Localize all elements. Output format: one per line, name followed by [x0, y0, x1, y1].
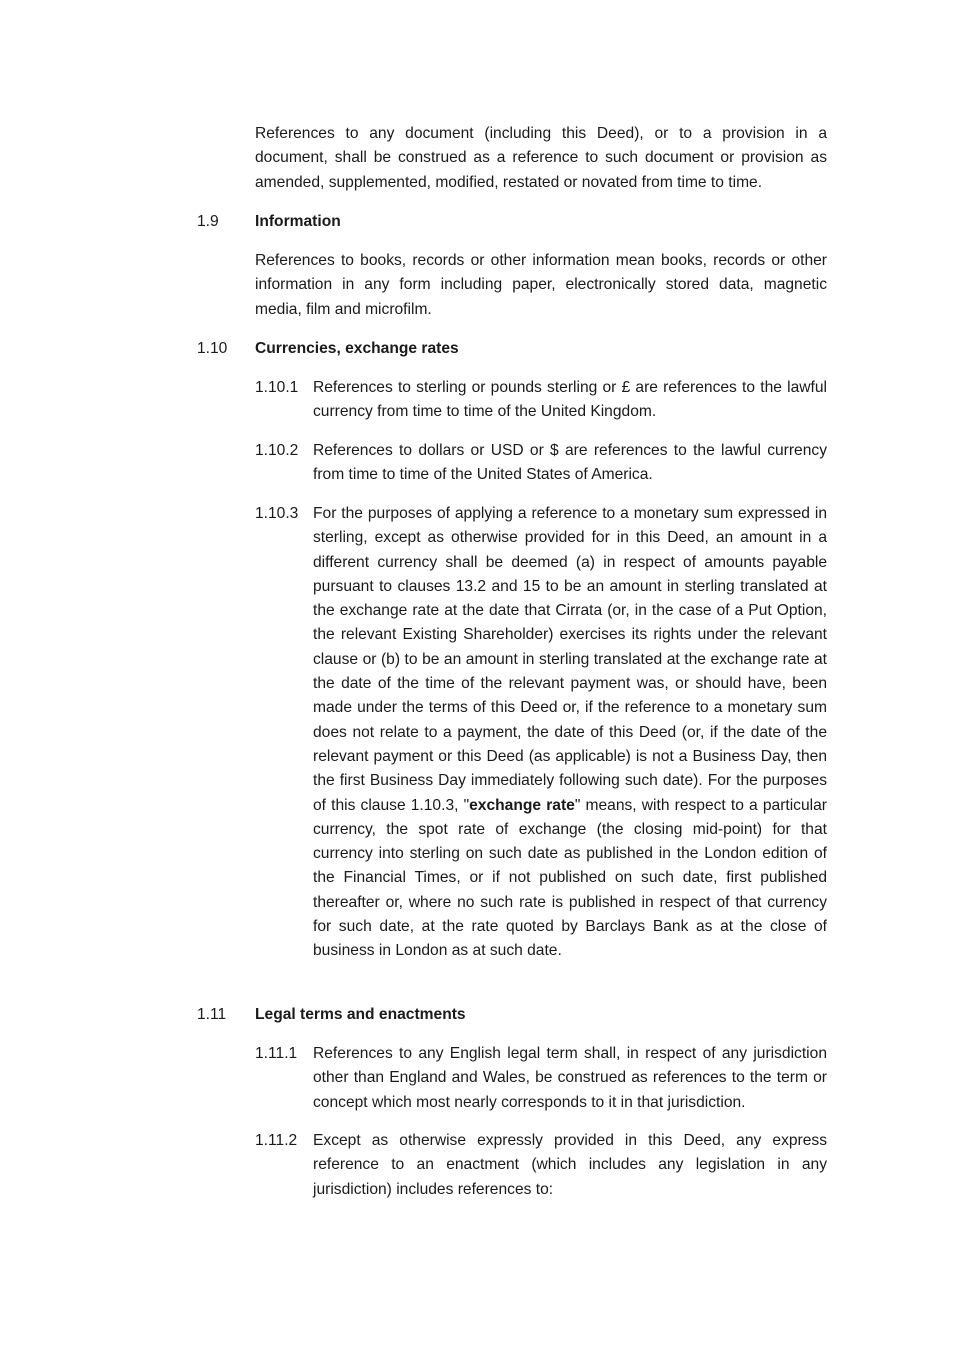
clause-number-1-10: 1.10 — [197, 340, 228, 357]
subclause-body-1-10-1: References to sterling or pounds sterling or £ are references to the lawful currency from time to time of the United Kingdom. — [313, 379, 827, 421]
subclause-body-1-10-3-part1: For the purposes of applying a reference to a monetary sum expressed in sterling, except as otherwise provided for in this Deed, an amount in a different currency shall be deemed (a) in respect of amounts payable pursuant to clauses 13.2 and 15 to be an amount in sterling translated at the exchange rate at the date that Cirrata (or, in the case of a Put Option, the relevant Existing Shareholder) exercises its rights under the relevant clause or (b) to be an amount in sterling translated at the exchange rate at the date of the time of the relevant payment was, or should have, been made under the terms of this Deed or, if the reference to a monetary sum does not relate to a payment, the date of this Deed (or, if the date of the relevant payment or this Deed (as applicable) is not a Business Day, then the first Business Day immediately following such date). For the purposes of this clause 1.10.3, " — [313, 505, 827, 814]
subclause-body-1-11-1: References to any English legal term shall, in respect of any jurisdiction other than England and Wales, be construed as references to the term or concept which most nearly corresponds to it in that jurisdiction. — [313, 1045, 827, 1111]
intro-paragraph: References to any document (including this Deed), or to a provision in a document, shall be construed as a reference to such document or provision as amended, supplemented, modified, restated or novated from time to time. — [255, 125, 827, 191]
subclause-number-1-10-1: 1.10.1 — [255, 379, 299, 396]
clause-body-information: References to books, records or other information mean books, records or other information in any form including paper, electronically stored data, magnetic media, film and microfilm. — [255, 252, 827, 318]
defined-term-exchange-rate: exchange rate — [469, 796, 575, 814]
subclause-body-1-10-3-part2: " means, with respect to a particular currency, the spot rate of exchange (the closing mid-point) for that currency into sterling on such date as published in the London edition of the Financial Times, or if not published on such date, first published thereafter or, where no such rate is published in respect of that currency for such date, at the rate quoted by Barclays Bank as at the close of business in London as at such date. — [313, 796, 827, 960]
subclause-number-1-11-1: 1.11.1 — [255, 1045, 298, 1062]
clause-heading-information: Information — [255, 213, 341, 230]
clause-number-1-9: 1.9 — [197, 213, 219, 230]
subclause-body-1-11-2: Except as otherwise expressly provided in this Deed, any express reference to an enactment (which includes any legislation in any jurisdiction) includes references to: — [313, 1132, 827, 1198]
clause-number-1-11: 1.11 — [197, 1006, 227, 1023]
subclause-number-1-11-2: 1.11.2 — [255, 1132, 298, 1149]
subclause-body-1-10-2: References to dollars or USD or $ are references to the lawful currency from time to time of the United States of America. — [313, 442, 827, 484]
subclause-body-1-10-3 — [313, 502, 827, 964]
clause-heading-currencies: Currencies, exchange rates — [255, 340, 459, 357]
clause-heading-legal-terms: Legal terms and enactments — [255, 1006, 466, 1023]
subclause-number-1-10-2: 1.10.2 — [255, 442, 299, 459]
subclause-number-1-10-3: 1.10.3 — [255, 505, 299, 522]
